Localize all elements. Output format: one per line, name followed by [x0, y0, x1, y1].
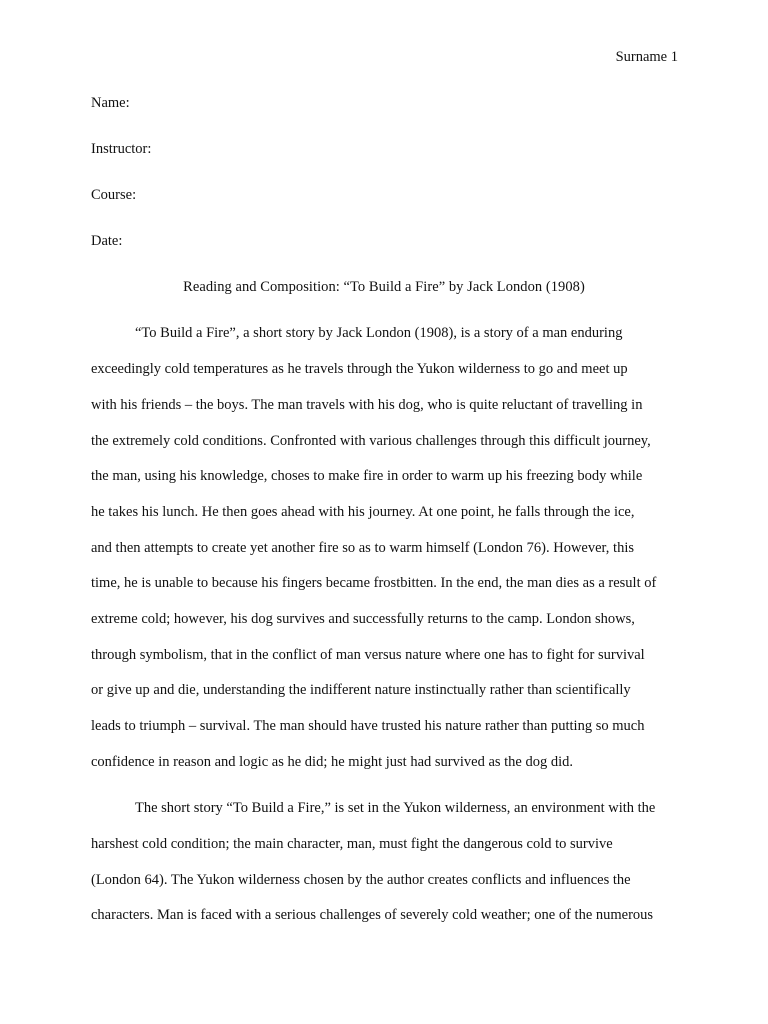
paragraph-1-line: extreme cold; however, his dog survives and successfully returns to the camp. London shows,: [91, 611, 635, 627]
course-label: Course:: [91, 187, 137, 203]
paragraph-1-line: he takes his lunch. He then goes ahead with his journey. At one point, he falls through the ice,: [91, 504, 635, 520]
name-label: Name:: [91, 95, 130, 111]
paragraph-1-line: through symbolism, that in the conflict of man versus nature where one has to fight for survival: [91, 647, 645, 663]
document-title: Reading and Composition: “To Build a Fire” by Jack London (1908): [183, 279, 585, 295]
paragraph-1-line: and then attempts to create yet another fire so as to warm himself (London 76). However, this: [91, 540, 635, 556]
running-head: Surname 1: [615, 49, 678, 65]
paragraph-1-line: the man, using his knowledge, choses to make fire in order to warm up his freezing body while: [91, 468, 643, 484]
paragraph-2-line: harshest cold condition; the main character, man, must fight the dangerous cold to survive: [91, 836, 613, 852]
paragraph-1-line: leads to triumph – survival. The man should have trusted his nature rather than putting so much: [91, 718, 645, 734]
paragraph-2-line: characters. Man is faced with a serious challenges of severely cold weather; one of the numerous: [91, 907, 654, 923]
instructor-label: Instructor:: [91, 141, 152, 157]
paragraph-1-line: confidence in reason and logic as he did; he might just had survived as the dog did.: [91, 754, 574, 770]
paragraph-1-line: with his friends – the boys. The man travels with his dog, who is quite reluctant of travelling in: [91, 397, 643, 413]
paragraph-2-line: (London 64). The Yukon wilderness chosen by the author creates conflicts and influences the: [91, 872, 631, 888]
paragraph-1-line: or give up and die, understanding the indifferent nature instinctually rather than scientifically: [91, 682, 631, 698]
paragraph-1-line: the extremely cold conditions. Confronted with various challenges through this difficult journey,: [91, 433, 651, 449]
paragraph-1-line: “To Build a Fire”, a short story by Jack London (1908), is a story of a man enduring: [135, 325, 623, 341]
paragraph-1-line: time, he is unable to because his fingers became frostbitten. In the end, the man dies as a result of: [91, 575, 657, 591]
date-label: Date:: [91, 233, 123, 249]
paragraph-1-line: exceedingly cold temperatures as he travels through the Yukon wilderness to go and meet up: [91, 361, 628, 377]
paragraph-2-line: The short story “To Build a Fire,” is set in the Yukon wilderness, an environment with the: [135, 800, 656, 816]
